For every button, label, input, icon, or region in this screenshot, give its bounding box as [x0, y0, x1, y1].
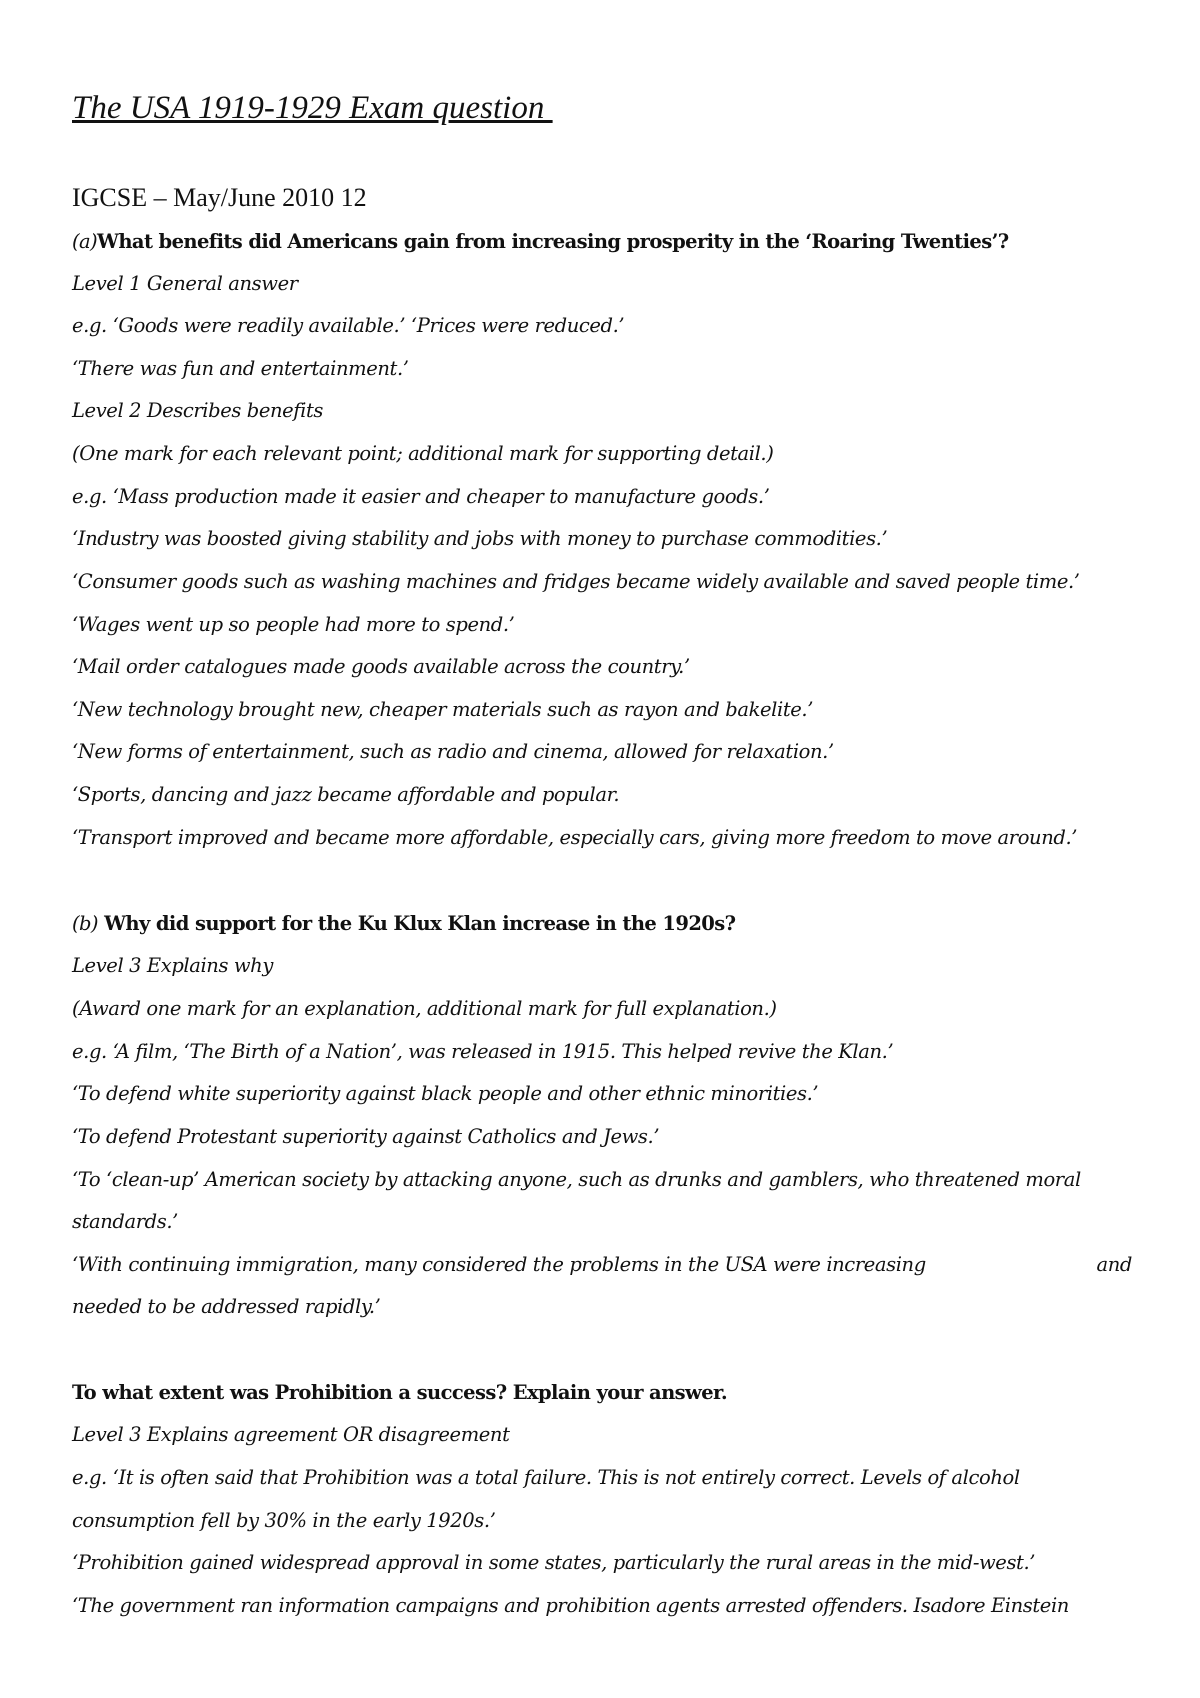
question-b-text: Why did support for the Ku Klux Klan increase in the 1920s?: [97, 912, 736, 935]
answer-line: e.g. ‘A film, ‘The Birth of a Nation’, was released in 1915. This helped revive the Klan.’: [72, 1040, 894, 1063]
question-b-label: (b): [72, 912, 98, 935]
answer-line: Level 3 Explains agreement OR disagreement: [72, 1423, 510, 1446]
answer-line-justified: [72, 1252, 1132, 1278]
answer-line: ‘Sports, dancing and jazz became affordable and popular.: [72, 783, 620, 806]
answer-line: ‘To ‘clean-up’ American society by attacking anyone, such as drunks and gamblers, who threatened moral: [72, 1168, 1081, 1191]
answer-line: needed to be addressed rapidly.’: [72, 1295, 381, 1318]
justified-left-text: ‘With continuing immigration, many considered the problems in the USA were increasing: [72, 1253, 926, 1276]
answer-line: ‘New forms of entertainment, such as radio and cinema, allowed for relaxation.’: [72, 740, 834, 763]
question-a: [72, 229, 1132, 255]
question-a-text: What benefits did Americans gain from increasing prosperity in the ‘Roaring Twenties’?: [97, 230, 1009, 253]
question-a-label: (a): [72, 230, 98, 253]
answer-line: e.g. ‘Mass production made it easier and cheaper to manufacture goods.’: [72, 485, 770, 508]
answer-line: (One mark for each relevant point; additional mark for supporting detail.): [72, 442, 774, 465]
answer-line: Level 2 Describes benefits: [72, 399, 323, 422]
answer-line: ‘Wages went up so people had more to spend.’: [72, 613, 515, 636]
justified-right-text: and: [1096, 1253, 1132, 1276]
answer-line: ‘To defend white superiority against black people and other ethnic minorities.’: [72, 1082, 819, 1105]
answer-line: Level 3 Explains why: [72, 954, 273, 977]
answer-line: ‘Transport improved and became more affordable, especially cars, giving more freedom to move around.’: [72, 826, 1078, 849]
question-c: To what extent was Prohibition a success? Explain your answer.: [72, 1381, 728, 1404]
answer-line: ‘Prohibition gained widespread approval in some states, particularly the rural areas in the mid-west.’: [72, 1551, 1036, 1574]
page-title: The USA 1919-1929 Exam question: [72, 90, 553, 126]
answer-line: (Award one mark for an explanation, additional mark for full explanation.): [72, 997, 777, 1020]
answer-line: ‘Mail order catalogues made goods available across the country.’: [72, 655, 690, 678]
answer-line: ‘The government ran information campaigns and prohibition agents arrested offenders. Isadore Einstein: [72, 1594, 1069, 1617]
answer-line: e.g. ‘Goods were readily available.’ ‘Prices were reduced.’: [72, 314, 625, 337]
answer-line: consumption fell by 30% in the early 1920s.’: [72, 1509, 496, 1532]
answer-line: standards.’: [72, 1210, 178, 1233]
question-b: [72, 911, 1132, 937]
answer-line: ‘New technology brought new, cheaper materials such as rayon and bakelite.’: [72, 698, 813, 721]
answer-line: ‘Consumer goods such as washing machines and fridges became widely available and saved people time.’: [72, 570, 1080, 593]
answer-line: Level 1 General answer: [72, 272, 298, 295]
answer-line: ‘To defend Protestant superiority against Catholics and Jews.’: [72, 1125, 660, 1148]
answer-line: ‘There was fun and entertainment.’: [72, 357, 409, 380]
exam-reference: IGCSE – May/June 2010 12: [72, 183, 367, 212]
answer-line: ‘Industry was boosted giving stability and jobs with money to purchase commodities.’: [72, 527, 888, 550]
answer-line: e.g. ‘It is often said that Prohibition was a total failure. This is not entirely correct. Levels of alcohol: [72, 1466, 1020, 1489]
